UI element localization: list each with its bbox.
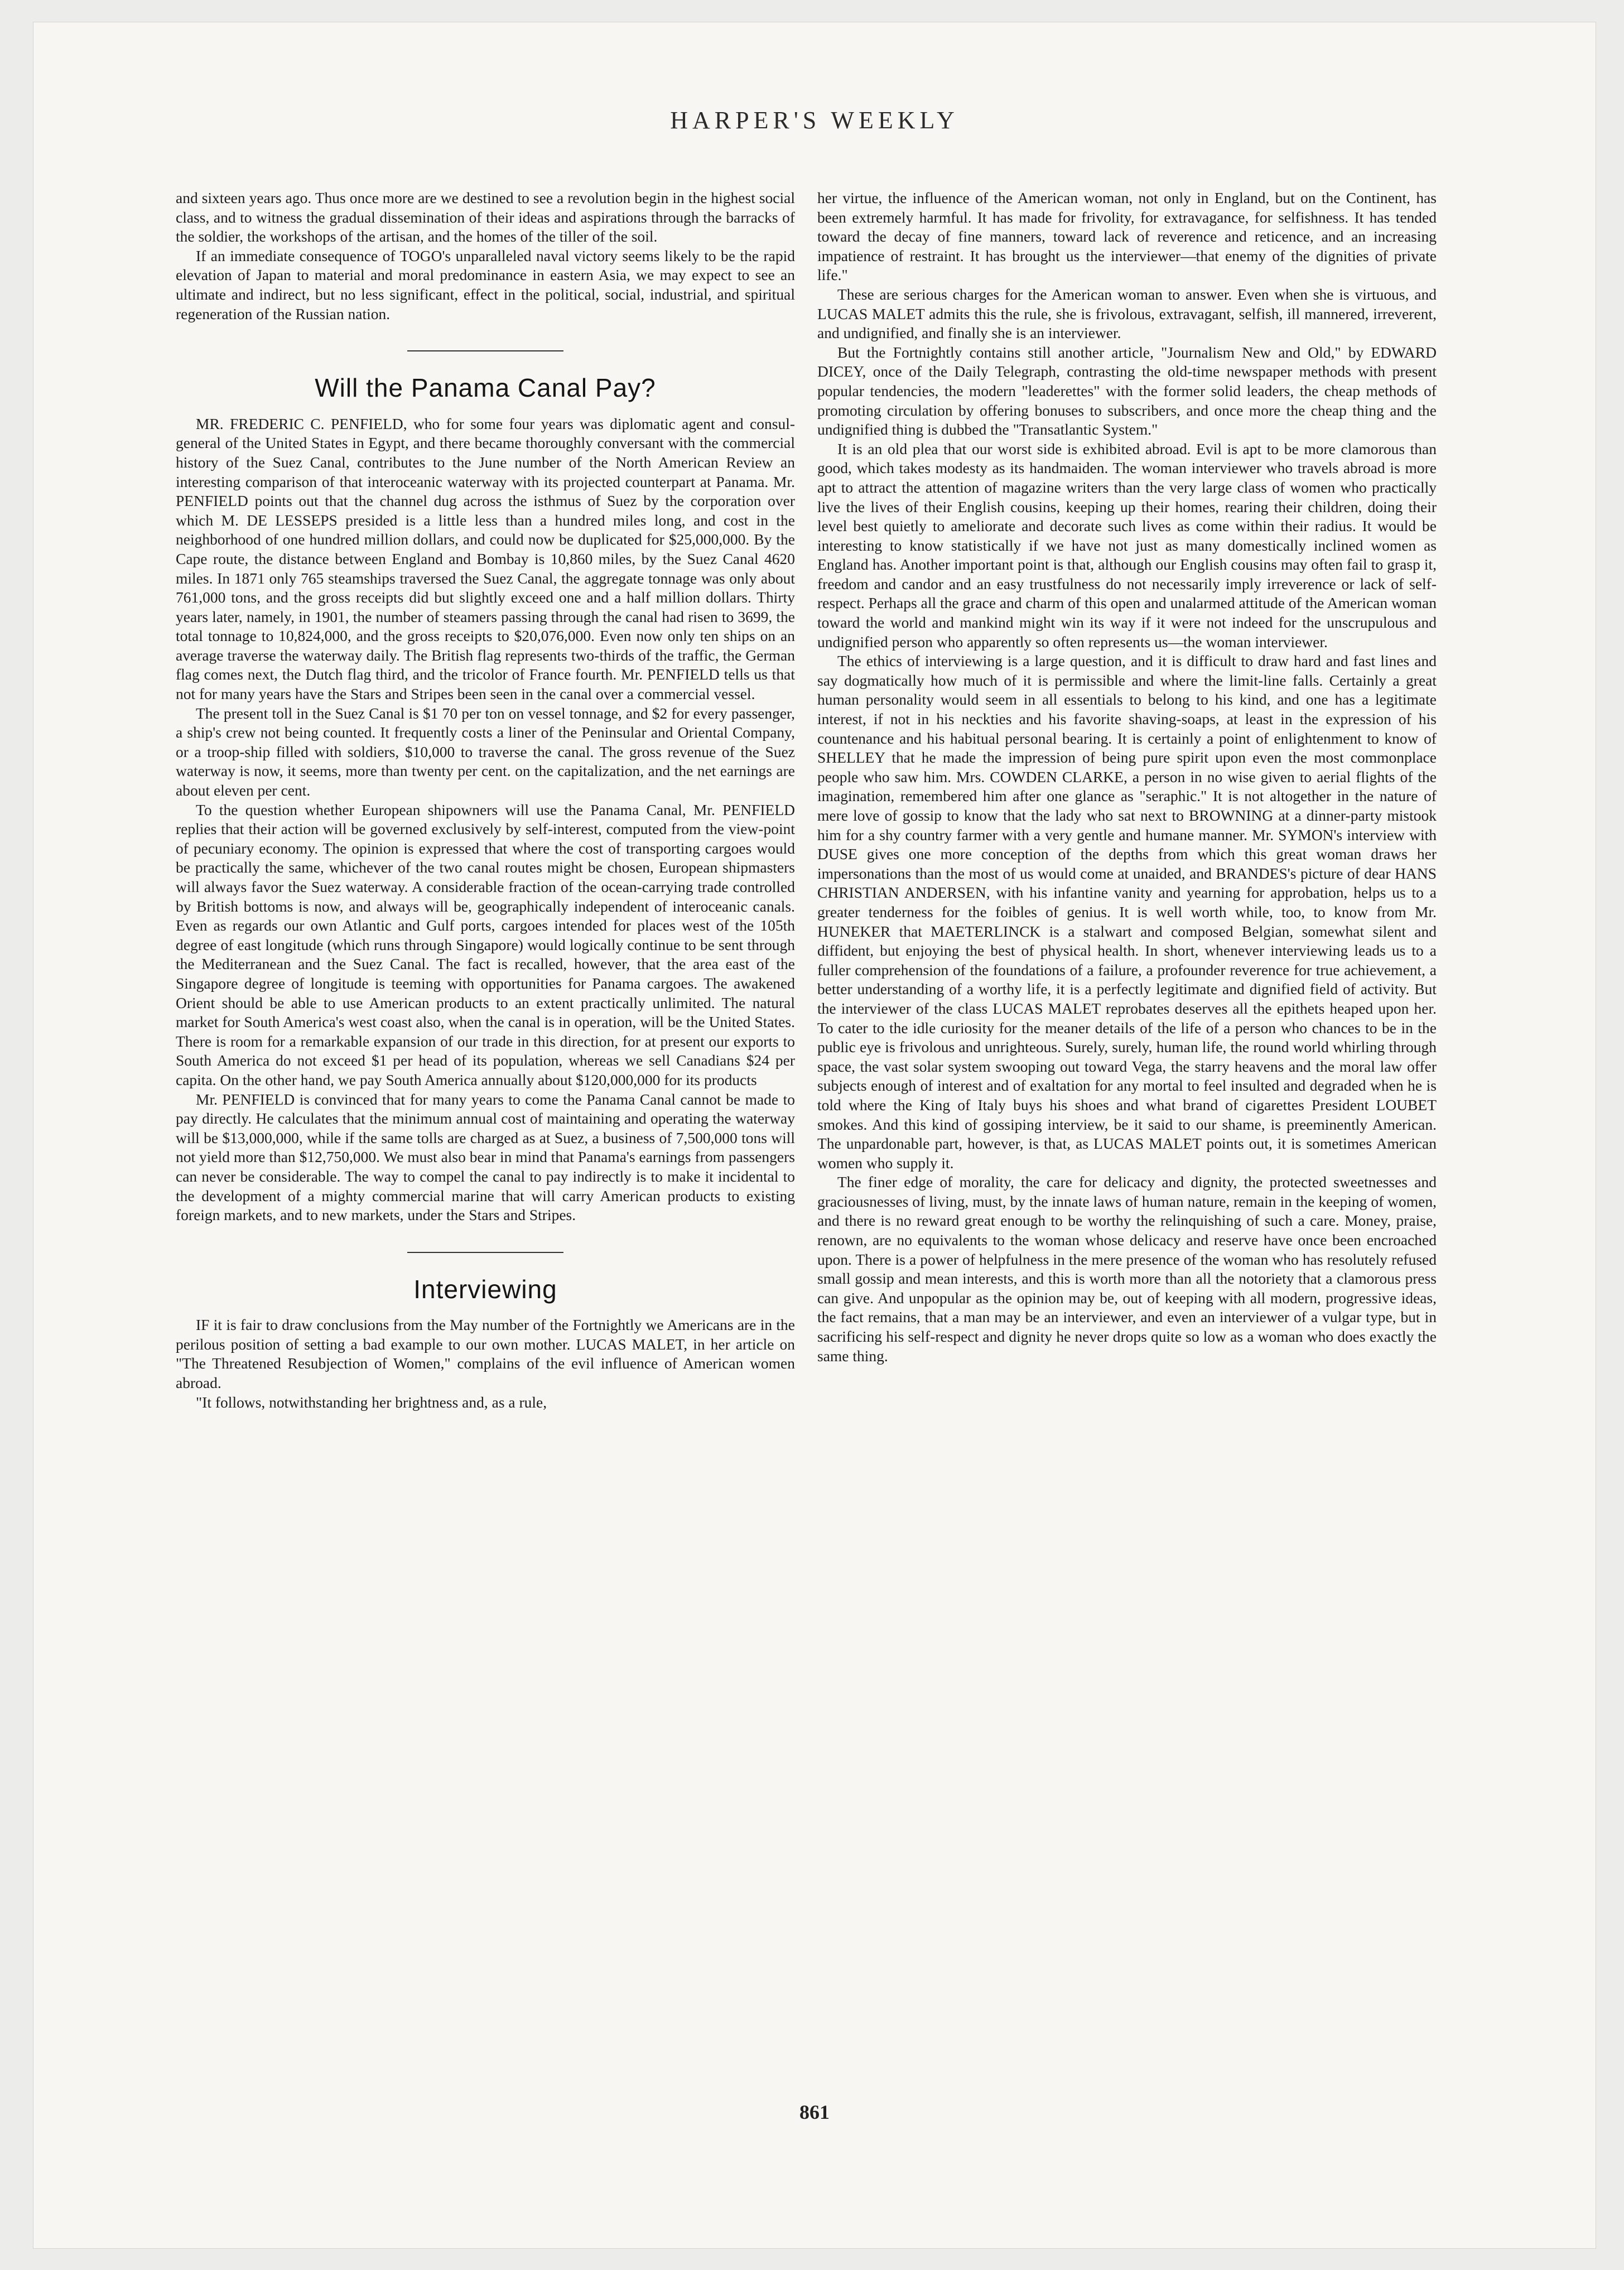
left-column [176, 189, 795, 1412]
section-divider [407, 1252, 563, 1253]
article-paragraph: But the Fortnightly contains still another article, "Journalism New and Old," by EDWARD DICEY, once of the Daily Telegraph, contrasting the old-time newspaper methods with present popular tendencies, the modern "leaderettes" with the former solid leaders, the cheap methods of promoting circulation by offering bonuses to subscribers, and once more the cheap thing and the undignified thing is dubbed the "Transatlantic System." [817, 343, 1437, 438]
article-paragraph: IF it is fair to draw conclusions from the May number of the Fortnightly we Americans are in the perilous position of setting a bad example to our own mother. LUCAS MALET, in her article on "The Threatened Resubjection of Women," complains of the evil influence of American women abroad. [176, 1316, 795, 1392]
article-paragraph: The finer edge of morality, the care for delicacy and dignity, the protected sweetnesses and graciousnesses of living, must, by the innate laws of human nature, remain in the keeping of women, and there is no reward great enough to be worthy the relinquishing of such a care. Money, praise, renown, are no equivalents to the woman whose delicacy and reserve have once been encroached upon. There is a power of helpfulness in the mere presence of the woman who has resolutely refused small gossip and mean interests, and this is worth more than all the notoriety that a clamorous press can give. And unpopular as the opinion may be, out of keeping with all modern, progressive ideas, the fact remains, that a man may be an interviewer, and even an interviewer of a vulgar type, but in sacrificing his self-respect and dignity he never drops quite so low as a woman who does exactly the same thing. [817, 1173, 1437, 1365]
article-paragraph: her virtue, the influence of the American woman, not only in England, but on the Continent, has been extremely harmful. It has made for frivolity, for extravagance, for selfishness. It has tended toward the decay of fine manners, toward lack of reverence and reticence, and an increasing impatience of restraint. It has brought us the interviewer—that enemy of the dignities of private life." [817, 189, 1437, 284]
masthead: HARPER'S WEEKLY [670, 107, 959, 134]
page-number: 861 [799, 2101, 830, 2123]
article-paragraph: It is an old plea that our worst side is exhibited abroad. Evil is apt to be more clamorous than good, which takes modesty as its handmaiden. The woman interviewer who travels abroad is more apt to attract the attention of magazine writers than the very large class of women who practically live the lives of their English cousins, keeping up their homes, rearing their children, doing their level best quietly to ameliorate and decorate such lives as come within their radius. It would be interesting to know statistically if we have not just as many domestically inclined women as England has. Another important point is that, although our English cousins may often fail to grasp it, freedom and candor and an easy trustfulness do not necessarily imply irreverence or lack of self-respect. Perhaps all the grace and charm of this open and unalarmed attitude of the American woman toward the world and mankind might win its way if it were not indeed for the unscrupulous and undignified person who apparently so often represents us—the woman interviewer. [817, 440, 1437, 650]
magazine-page [33, 22, 1596, 2248]
article-paragraph: The ethics of interviewing is a large question, and it is difficult to draw hard and fast lines and say dogmatically how much of it is permissible and where the limit-line falls. Certainly a great human personality would seem in all essentials to belong to his kind, and one has a legitimate interest, if not in his neckties and his favorite shaving-soaps, at least in the expression of his countenance and his habitual personal bearing. It is certainly a point of enlightenment to know of SHELLEY that he made the impression of being pure spirit upon even the most commonplace people who saw him. Mrs. COWDEN CLARKE, a person in no wise given to aerial flights of the imagination, remembered him after one glance as "seraphic." It is not altogether in the nature of mere love of gossip to know that the lady who sat next to BROWNING at a dinner-party mistook him for a shy country farmer with a very gentle and humane manner. Mr. SYMON's interview with DUSE gives one more conception of the depths from which this great woman draws her impersonations than the most of us would come at unaided, and BRANDES's picture of dear HANS CHRISTIAN ANDERSEN, with his infantine vanity and yearning for approbation, helps us to a greater tenderness for the foibles of genius. It is well worth while, too, to know from Mr. HUNEKER that MAETERLINCK is a stalwart and composed Belgian, somewhat silent and diffident, but enjoying the best of physical health. In short, whenever interviewing leads us to a fuller comprehension of the foundations of a failure, a profounder reverence for true achievement, a better understanding of a worthy life, it is a perfectly legitimate and dignified field of activity. But the interviewer of the class LUCAS MALET reprobates deserves all the epithets heaped upon her. To cater to the idle curiosity for the meaner details of the life of a person who chances to be in the public eye is frivolous and unrighteous. Surely, surely, human life, the round world whirling through space, the vast solar system swooping out toward Vega, the starry heavens and the moral law offer subjects enough of interest and of exaltation for any mortal to feel insulted and degraded when he is told where the King of Italy buys his shoes and what brand of cigarettes President LOUBET smokes. And this kind of gossiping interview, be it said to our shame, is preeminently American. The unpardonable part, however, is that, as LUCAS MALET points out, it is sometimes American women who supply it. [817, 652, 1437, 1172]
article-paragraph: The present toll in the Suez Canal is $1 70 per ton on vessel tonnage, and $2 for every passenger, a ship's crew not being counted. It frequently costs a liner of the Peninsular and Oriental Company, or a troop-ship filled with soldiers, $10,000 to traverse the canal. The gross revenue of the Suez waterway is now, it seems, more than twenty per cent. on the capitalization, and the net earnings are about eleven per cent. [176, 704, 795, 799]
article-paragraph: MR. FREDERIC C. PENFIELD, who for some four years was diplomatic agent and consul-general of the United States in Egypt, and there became thoroughly conversant with the commercial history of the Suez Canal, contributes to the June number of the North American Review an interesting comparison of that interoceanic waterway with its projected counterpart at Panama. Mr. PENFIELD points out that the channel dug across the isthmus of Suez by the corporation over which M. DE LESSEPS presided is a little less than a hundred miles long, and cost in the neighborhood of one hundred million dollars, and could now be duplicated for $25,000,000. By the Cape route, the distance between England and Bombay is 10,860 miles, by the Suez Canal 4620 miles. In 1871 only 765 steamships traversed the Suez Canal, the aggregate tonnage was only about 761,000 tons, and the gross receipts did but slightly exceed one and a half million dollars. Thirty years later, namely, in 1901, the number of steamers passing through the canal had risen to 3699, the total tonnage to 10,824,000, and the gross receipts to $20,076,000. Even now only ten ships on an average traverse the waterway daily. The British flag represents two-thirds of the traffic, the German flag comes next, the Dutch flag third, and the tricolor of France fourth. Mr. PENFIELD tells us that not for many years have the Stars and Stripes been seen in the canal over a commercial vessel. [176, 415, 795, 703]
intro-paragraph: and sixteen years ago. Thus once more are we destined to see a revolution begin in the highest social class, and to witness the gradual dissemination of their ideas and aspirations through the barracks of the soldier, the workshops of the artisan, and the homes of the tiller of the soil. [176, 189, 795, 245]
section-divider [407, 350, 563, 351]
right-column [817, 189, 1437, 1366]
article-title-panama: Will the Panama Canal Pay? [315, 373, 656, 403]
intro-paragraph: If an immediate consequence of TOGO's unparalleled naval victory seems likely to be the rapid elevation of Japan to material and moral predominance in eastern Asia, we may expect to see an ultimate and indirect, but no less significant, effect in the political, social, industrial, and spiritual regeneration of the Russian nation. [176, 247, 795, 322]
article-paragraph: To the question whether European shipowners will use the Panama Canal, Mr. PENFIELD replies that their action will be governed exclusively by self-interest, computed from the view-point of pecuniary economy. The opinion is expressed that where the cost of transporting cargoes would be practically the same, whichever of the two canal routes might be chosen, European shipmasters will always favor the Suez waterway. A considerable fraction of the ocean-carrying trade controlled by British bottoms is now, and always will be, geographically independent of interoceanic canals. Even as regards our own Atlantic and Gulf ports, cargoes intended for places west of the 105th degree of east longitude (which runs through Singapore) would logically continue to be sent through the Mediterranean and the Suez Canal. The fact is recalled, however, that the area east of the Singapore degree of longitude is teeming with opportunities for Panama cargoes. The awakened Orient should be able to use American products to an extent practically unlimited. The natural market for South America's west coast also, when the canal is in operation, will be the United States. There is room for a remarkable expansion of our trade in this direction, for at present our exports to South America do not exceed $1 per head of its population, whereas we sell Canadians $24 per capita. On the other hand, we pay South America annually about $120,000,000 for its products [176, 801, 795, 1088]
article-paragraph: These are serious charges for the American woman to answer. Even when she is virtuous, and LUCAS MALET admits this the rule, she is frivolous, extravagant, selfish, ill mannered, irreverent, and undignified, and finally she is an interviewer. [817, 285, 1437, 342]
article-paragraph: Mr. PENFIELD is convinced that for many years to come the Panama Canal cannot be made to pay directly. He calculates that the minimum annual cost of maintaining and operating the waterway will be $13,000,000, while if the same tolls are charged as at Suez, a business of 7,500,000 tons will not yield more than $12,750,000. We must also bear in mind that Panama's earnings from passengers can never be considerable. The way to compel the canal to pay indirectly is to make it incidental to the development of a mighty commercial marine that will carry American products to existing foreign markets, and to new markets, under the Stars and Stripes. [176, 1090, 795, 1224]
article-title-interviewing: Interviewing [413, 1274, 557, 1304]
article-paragraph: "It follows, notwithstanding her brightness and, as a rule, [196, 1393, 547, 1411]
